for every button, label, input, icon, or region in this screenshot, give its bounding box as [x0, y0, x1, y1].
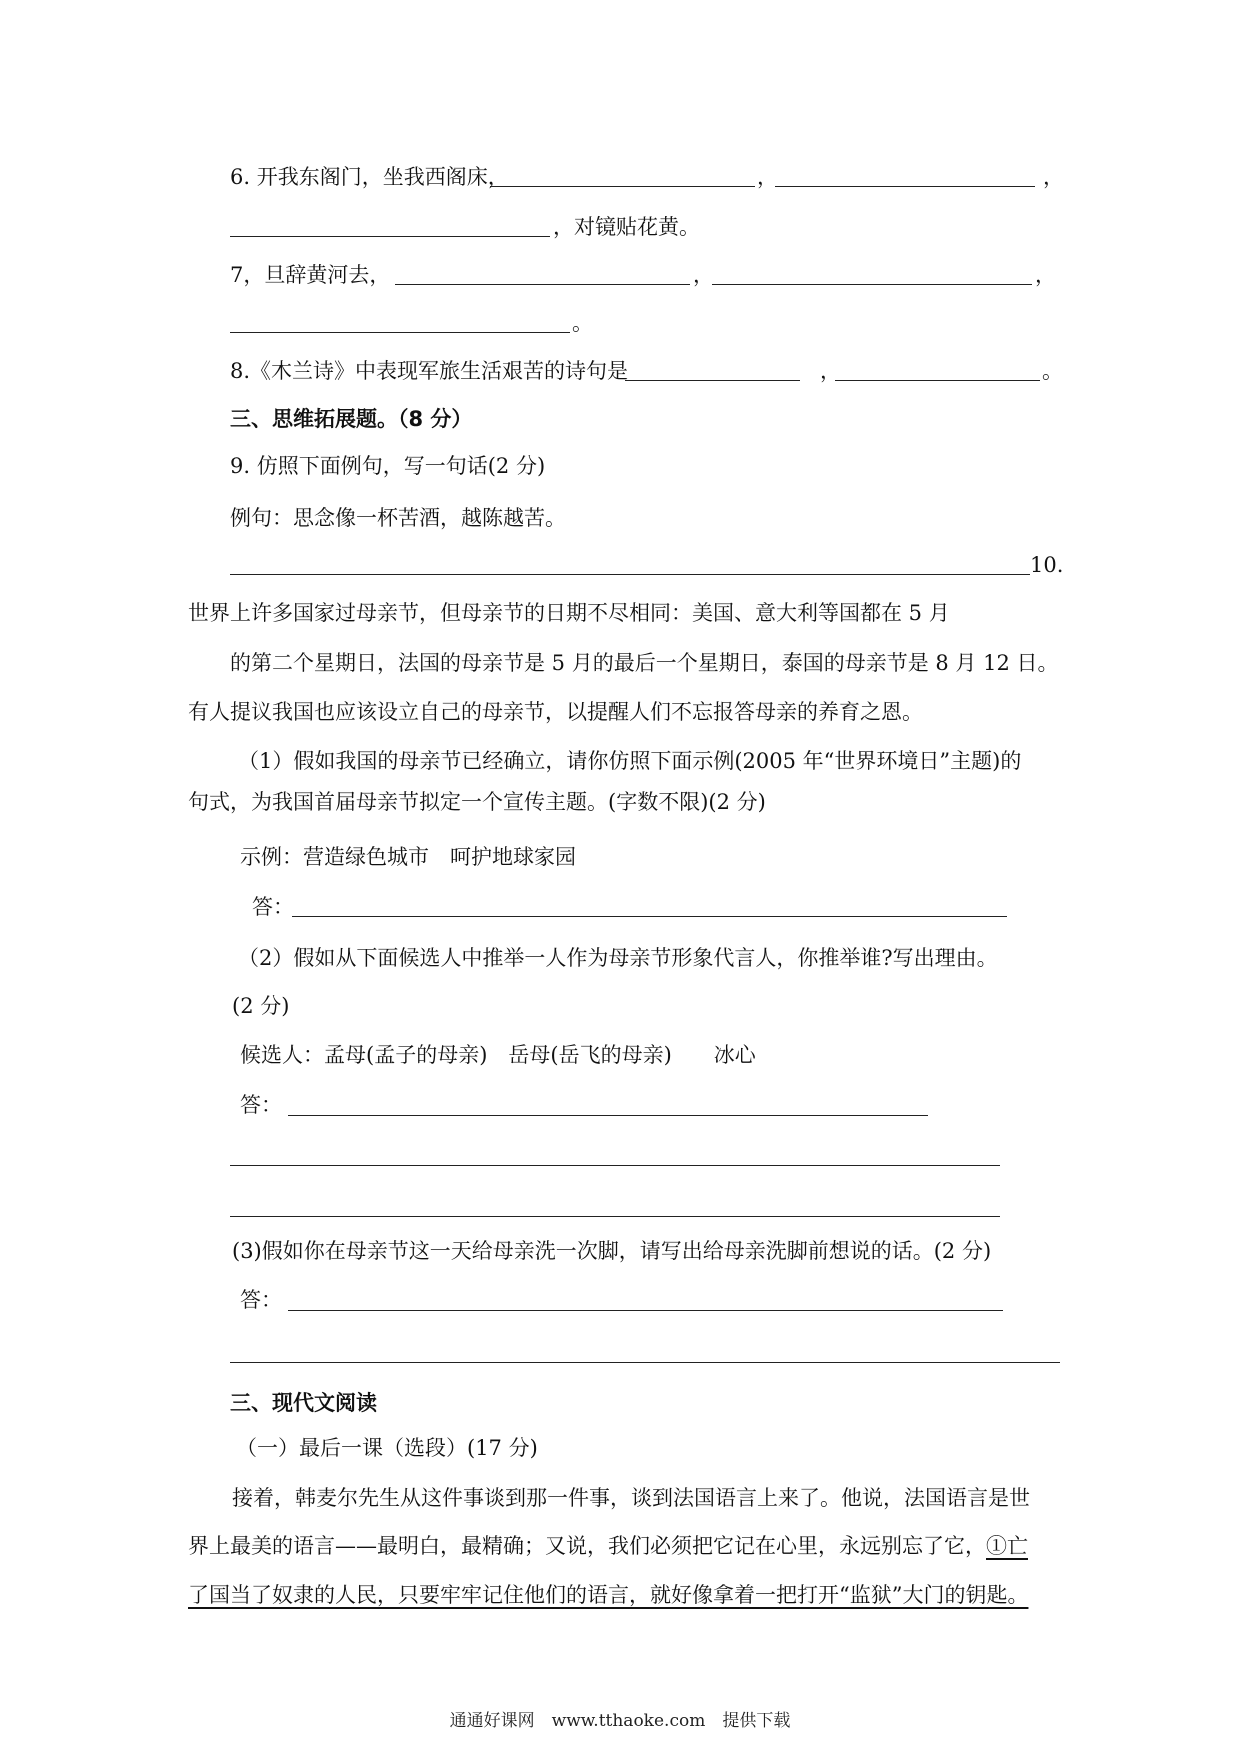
q10-part1-example: 示例：营造绿色城市 呵护地球家园 — [240, 845, 576, 869]
q10-part2-answer-line-1[interactable] — [288, 1115, 928, 1116]
q7-period: 。 — [572, 311, 593, 335]
reading-para-line-2 — [188, 1531, 1028, 1561]
q10-part3-answer-label: 答： — [240, 1288, 282, 1312]
q10-part1-line-1: （1）假如我国的母亲节已经确立，请你仿照下面示例(2005 年“世界环境日”主题)的 — [238, 749, 1022, 773]
q10-part1-answer-line[interactable] — [292, 916, 1007, 917]
reading-para-line-3: 了国当了奴隶的人民，只要牢牢记住他们的语言，就好像拿着一把打开“监狱”大门的钥匙。 — [188, 1583, 1029, 1607]
q7-comma-1: ， — [693, 263, 714, 287]
reading-para-line-2-text: 界上最美的语言——最明白，最精确；又说，我们必须把它记在心里，永远别忘了它， — [188, 1534, 986, 1558]
q9-answer-line[interactable] — [230, 574, 1030, 575]
q9-text: 9. 仿照下面例句，写一句话(2 分) — [230, 454, 546, 478]
q10-intro-line-3: 有人提议我国也应该设立自己的母亲节，以提醒人们不忘报答母亲的养育之恩。 — [188, 700, 923, 724]
q10-intro-line-1: 世界上许多国家过母亲节，但母亲节的日期不尽相同：美国、意大利等国都在 5 月 — [188, 601, 950, 625]
q10-number: 10. — [1030, 553, 1064, 577]
q10-part1-line-2: 句式，为我国首届母亲节拟定一个宣传主题。(字数不限)(2 分) — [188, 790, 766, 814]
q9-example: 例句：思念像一杯苦酒，越陈越苦。 — [230, 506, 566, 530]
reading-underlined-start: ①亡 — [986, 1534, 1028, 1558]
q10-part2-line-1: （2）假如从下面候选人中推举一人作为母亲节形象代言人，你推举谁?写出理由。 — [238, 946, 998, 970]
q10-part2-answer-line-3[interactable] — [230, 1216, 1000, 1217]
q7-blank-3[interactable] — [230, 332, 570, 333]
q10-part2-answer-label: 答： — [240, 1093, 282, 1117]
q6-comma-2: ， — [1043, 165, 1064, 189]
q6-comma-1: ， — [757, 165, 778, 189]
q6-prefix: 6. 开我东阁门，坐我西阁床， — [230, 165, 509, 189]
q10-part3-answer-line-2[interactable] — [230, 1362, 1060, 1363]
q8-period: 。 — [1042, 359, 1063, 383]
q6-blank-1[interactable] — [490, 186, 755, 187]
q10-part3-text: (3)假如你在母亲节这一天给母亲洗一次脚，请写出给母亲洗脚前想说的话。(2 分) — [232, 1239, 992, 1263]
q8-comma: ， — [820, 359, 841, 383]
q10-part3-answer-line-1[interactable] — [288, 1310, 1003, 1311]
section-heading-reading: 三、现代文阅读 — [230, 1391, 377, 1415]
q6-suffix: ，对镜贴花黄。 — [553, 215, 700, 239]
q7-prefix: 7，旦辞黄河去， — [230, 263, 391, 287]
q10-part2-candidates: 候选人：孟母(孟子的母亲) 岳母(岳飞的母亲) 冰心 — [240, 1043, 756, 1067]
q6-blank-2[interactable] — [775, 186, 1035, 187]
reading-subheading: （一）最后一课（选段）(17 分) — [236, 1436, 538, 1460]
q7-blank-1[interactable] — [395, 284, 690, 285]
q6-blank-3[interactable] — [230, 236, 550, 237]
q7-comma-2: ， — [1035, 263, 1056, 287]
q10-part2-answer-line-2[interactable] — [230, 1165, 1000, 1166]
q8-blank-2[interactable] — [835, 380, 1040, 381]
q10-part2-line-2: (2 分) — [232, 994, 290, 1018]
q10-part1-answer-label: 答： — [252, 895, 294, 919]
q10-intro-line-2: 的第二个星期日，法国的母亲节是 5 月的最后一个星期日，泰国的母亲节是 8 月 12 日。 — [230, 651, 1059, 675]
q8-prefix: 8.《木兰诗》中表现军旅生活艰苦的诗句是 — [230, 359, 629, 383]
reading-para-line-1: 接着，韩麦尔先生从这件事谈到那一件事，谈到法国语言上来了。他说，法国语言是世 — [232, 1486, 1030, 1510]
q8-blank-1[interactable] — [625, 380, 800, 381]
section-heading-thinking: 三、思维拓展题。（8 分） — [230, 407, 473, 431]
page-footer: 通通好课网 www.tthaoke.com 提供下载 — [449, 1711, 791, 1731]
q7-blank-2[interactable] — [712, 284, 1032, 285]
